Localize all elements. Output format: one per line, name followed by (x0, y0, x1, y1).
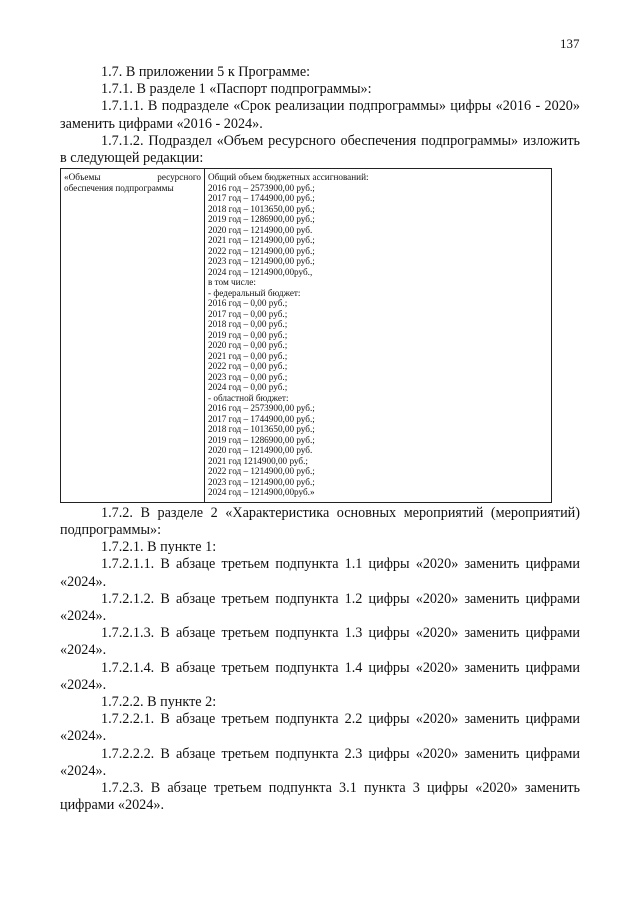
value-line: 2023 год – 0,00 руб.; (208, 371, 288, 382)
paragraph: 1.7.2.1.2. В абзаце третьем подпункта 1.2 цифры «2020» заменить цифрами «2024». (60, 590, 580, 624)
value-line: 2022 год – 0,00 руб.; (208, 361, 288, 372)
value-line: 2019 год – 1286900,00 руб.; (208, 214, 315, 225)
value-line: 2017 год – 1744900,00 руб.; (208, 413, 315, 424)
paragraph: 1.7.2.1.1. В абзаце третьем подпункта 1.1 цифры «2020» заменить цифрами «2024». (60, 556, 580, 590)
value-line: 2023 год – 1214900,00 руб.; (208, 256, 315, 267)
table-row (61, 169, 552, 503)
value-line: 2016 год – 2573900,00 руб.; (208, 182, 315, 193)
table-cell-values (205, 169, 552, 503)
paragraph: 1.7.2.2. В пункте 2: (101, 693, 217, 710)
value-line: 2018 год – 1013650,00 руб.; (208, 203, 315, 214)
document-body (60, 64, 580, 814)
value-line: 2020 год – 1214900,00 руб. (208, 445, 313, 456)
value-line: 2018 год – 1013650,00 руб.; (208, 424, 315, 435)
value-line: 2017 год – 0,00 руб.; (208, 308, 288, 319)
value-line: 2016 год – 0,00 руб.; (208, 298, 288, 309)
page-number: 137 (560, 36, 580, 51)
paragraph: 1.7.2.1. В пункте 1: (101, 539, 217, 556)
paragraph: 1.7.1. В разделе 1 «Паспорт подпрограммы»: (101, 81, 372, 98)
paragraph: 1.7. В приложении 5 к Программе: (101, 64, 311, 80)
value-line: Общий объем бюджетных ассигнований: (208, 172, 369, 183)
paragraph: 1.7.2.1.3. В абзаце третьем подпункта 1.3 цифры «2020» заменить цифрами «2024». (60, 625, 580, 659)
paragraph: 1.7.2.2.1. В абзаце третьем подпункта 2.2 цифры «2020» заменить цифрами «2024». (60, 711, 580, 745)
value-line: 2017 год – 1744900,00 руб.; (208, 193, 315, 204)
paragraph: 1.7.2.1.4. В абзаце третьем подпункта 1.4 цифры «2020» заменить цифрами «2024». (60, 659, 580, 693)
value-line: - областной бюджет: (208, 392, 289, 403)
value-line: 2024 год – 0,00 руб.; (208, 382, 288, 393)
value-line: 2019 год – 0,00 руб.; (208, 329, 288, 340)
paragraph: 1.7.2. В разделе 2 «Характеристика основных мероприятий (мероприятий) подпрограммы»: (60, 504, 580, 538)
value-line: в том числе: (208, 277, 256, 288)
value-line: 2016 год – 2573900,00 руб.; (208, 403, 315, 414)
value-line: 2024 год – 1214900,00руб., (208, 266, 313, 277)
table-cell-label (61, 169, 205, 503)
paragraph: 1.7.2.3. В абзаце третьем подпункта 3.1 пункта 3 цифры «2020» заменить цифрами «2024». (60, 779, 580, 814)
value-line: 2023 год – 1214900,00 руб.; (208, 476, 315, 487)
paragraph: 1.7.1.1. В подразделе «Срок реализации подпрограммы» цифры «2016 - 2020» заменить цифрами «2016 - 2024». (60, 98, 580, 132)
value-line: 2019 год – 1286900,00 руб.; (208, 434, 315, 445)
value-line: 2021 год – 0,00 руб.; (208, 350, 288, 361)
value-line: - федеральный бюджет: (208, 287, 301, 298)
resource-table (60, 168, 552, 503)
paragraph: 1.7.1.2. Подраздел «Объем ресурсного обеспечения подпрограммы» изложить в следующей редакции: (60, 132, 580, 167)
value-line: 2021 год – 1214900,00 руб.; (208, 235, 315, 246)
value-line: 2018 год – 0,00 руб.; (208, 319, 288, 330)
value-line: 2024 год – 1214900,00руб.» (208, 487, 315, 498)
label-line: «Объемы ресурсного (64, 172, 201, 183)
value-line: 2020 год – 1214900,00 руб. (208, 224, 313, 235)
paragraph: 1.7.2.2.2. В абзаце третьем подпункта 2.3 цифры «2020» заменить цифрами «2024». (60, 745, 580, 779)
value-line: 2022 год – 1214900,00 руб.; (208, 466, 315, 477)
value-line: 2020 год – 0,00 руб.; (208, 340, 288, 351)
label-line: обеспечения подпрограммы (64, 182, 174, 193)
value-line: 2021 год 1214900,00 руб.; (208, 455, 308, 466)
value-line: 2022 год – 1214900,00 руб.; (208, 245, 315, 256)
